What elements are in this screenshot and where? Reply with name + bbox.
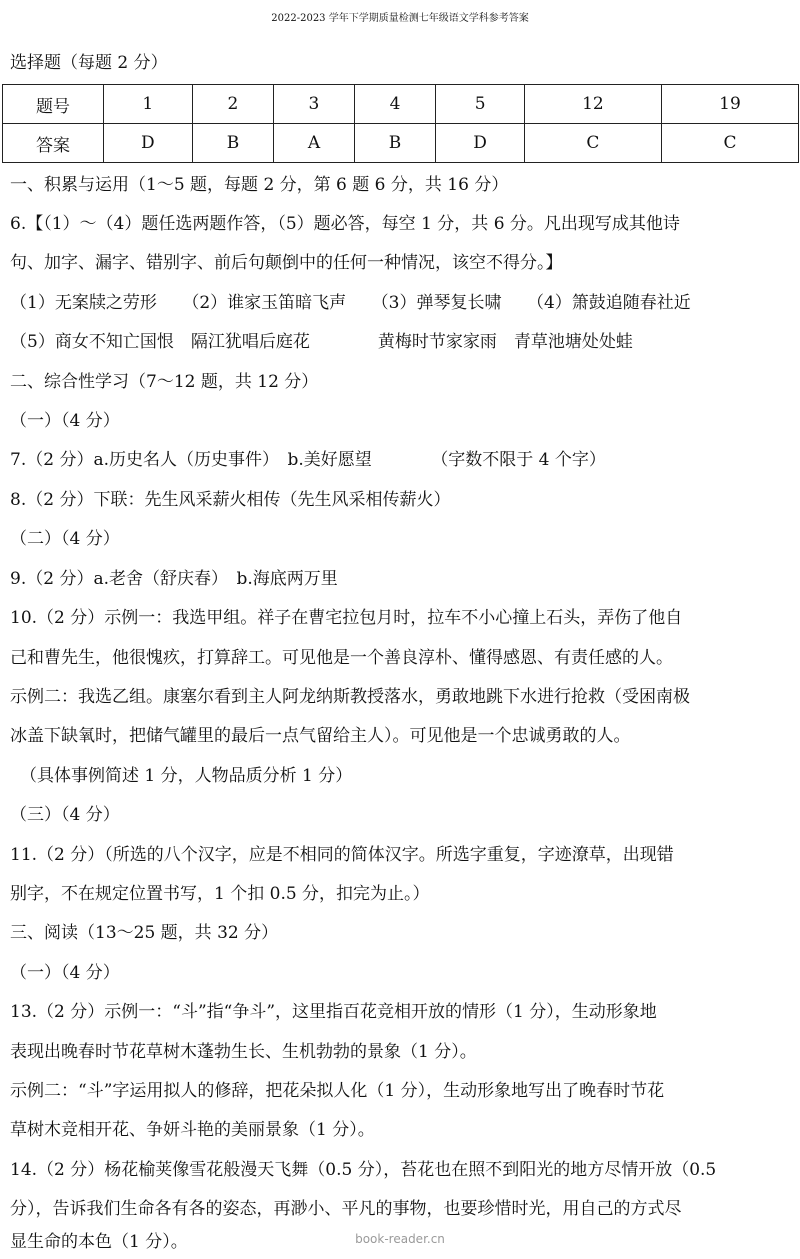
answer-line: 14.（2 分）杨花榆荚像雪花般漫天飞舞（0.5 分），苔花也在照不到阳光的地方尽情开放（0.5 <box>10 1160 717 1180</box>
answer-line: 表现出晚春时节花草树木蓬勃生长、生机勃勃的景象（1 分）。 <box>10 1042 477 1062</box>
watermark-text: book-reader.cn <box>355 1232 445 1246</box>
question-number: 12 <box>524 85 661 124</box>
section-heading: 三、阅读（13～25 题，共 32 分） <box>10 923 279 943</box>
scoring-note: （具体事例简述 1 分，人物品质分析 1 分） <box>20 766 353 786</box>
answer-cell: B <box>354 124 436 163</box>
page-title: 2022-2023 学年下学期质量检测七年级语文学科参考答案 <box>271 13 529 24</box>
question-number-row <box>3 85 799 124</box>
question-number: 4 <box>354 85 436 124</box>
answer-line: 分），告诉我们生命各有各的姿态，再渺小、平凡的事物，也要珍惜时光，用自己的方式尽 <box>10 1199 682 1219</box>
question-number: 3 <box>274 85 354 124</box>
answer-line: （5）商女不知亡国恨 隔江犹唱后庭花 黄梅时节家家雨 青草池塘处处蛙 <box>10 332 633 352</box>
section-heading: 一、积累与运用（1～5 题，每题 2 分，第 6 题 6 分，共 16 分） <box>10 175 509 195</box>
answer-line: 句、加字、漏字、错别字、前后句颠倒中的任何一种情况，该空不得分。】 <box>10 253 563 273</box>
answer-cell: D <box>436 124 525 163</box>
answer-line: 示例二：我选乙组。康塞尔看到主人阿龙纳斯教授落水，勇敢地跳下水进行抢救（受困南极 <box>10 687 690 707</box>
answer-line: 别字，不在规定位置书写，1 个扣 0.5 分，扣完为止。） <box>10 884 430 904</box>
answer-line: 示例二：“斗”字运用拟人的修辞，把花朵拟人化（1 分），生动形象地写出了晚春时节花 <box>10 1081 665 1101</box>
question-number: 5 <box>436 85 525 124</box>
answer-line: 6.【（1）～（4）题任选两题作答，（5）题必答，每空 1 分，共 6 分。凡出现写成其他诗 <box>10 214 680 234</box>
answer-line: 草树木竞相开花、争妍斗艳的美丽景象（1 分）。 <box>10 1120 375 1140</box>
subsection-heading: （一）（4 分） <box>10 963 120 983</box>
multiple-choice-header: 选择题（每题 2 分） <box>10 53 168 73</box>
row-header-number: 题号 <box>3 85 104 124</box>
answer-line: 显生命的本色（1 分）。 <box>10 1232 188 1252</box>
row-header-answer: 答案 <box>3 124 104 163</box>
answer-line: 10.（2 分）示例一：我选甲组。祥子在曹宅拉包月时，拉车不小心撞上石头，弄伤了他自 <box>10 608 683 628</box>
answer-line: （1）无案牍之劳形 （2）谁家玉笛暗飞声 （3）弹琴复长啸 （4）箫鼓追随春社近 <box>10 293 691 313</box>
answer-line: 9.（2 分）a.老舍（舒庆春） b.海底两万里 <box>10 569 338 589</box>
subsection-heading: （三）（4 分） <box>10 805 120 825</box>
answer-line: 7.（2 分）a.历史名人（历史事件） b.美好愿望 （字数不限于 4 个字） <box>10 450 606 470</box>
subsection-heading: （二）（4 分） <box>10 529 120 549</box>
answer-table <box>2 84 799 163</box>
answer-line: 13.（2 分）示例一：“斗”指“争斗”，这里指百花竞相开放的情形（1 分），生动形象地 <box>10 1002 657 1022</box>
answer-cell: C <box>524 124 661 163</box>
section-heading: 二、综合性学习（7～12 题，共 12 分） <box>10 372 319 392</box>
answer-cell: A <box>274 124 354 163</box>
answer-cell: B <box>192 124 274 163</box>
answer-line: 冰盖下缺氧时，把储气罐里的最后一点气留给主人）。可见他是一个忠诚勇敢的人。 <box>10 726 631 746</box>
answer-cell: C <box>661 124 798 163</box>
answer-line: 11.（2 分）（所选的八个汉字，应是不相同的简体汉字。所选字重复，字迹潦草，出现错 <box>10 845 674 865</box>
question-number: 1 <box>104 85 193 124</box>
answer-line: 8.（2 分）下联：先生风采薪火相传（先生风采相传薪火） <box>10 490 451 510</box>
answer-line: 己和曹先生，他很愧疚，打算辞工。可见他是一个善良淳朴、懂得感恩、有责任感的人。 <box>10 648 673 668</box>
subsection-heading: （一）（4 分） <box>10 411 120 431</box>
answer-cell: D <box>104 124 193 163</box>
question-number: 2 <box>192 85 274 124</box>
answer-row <box>3 124 799 163</box>
question-number: 19 <box>661 85 798 124</box>
